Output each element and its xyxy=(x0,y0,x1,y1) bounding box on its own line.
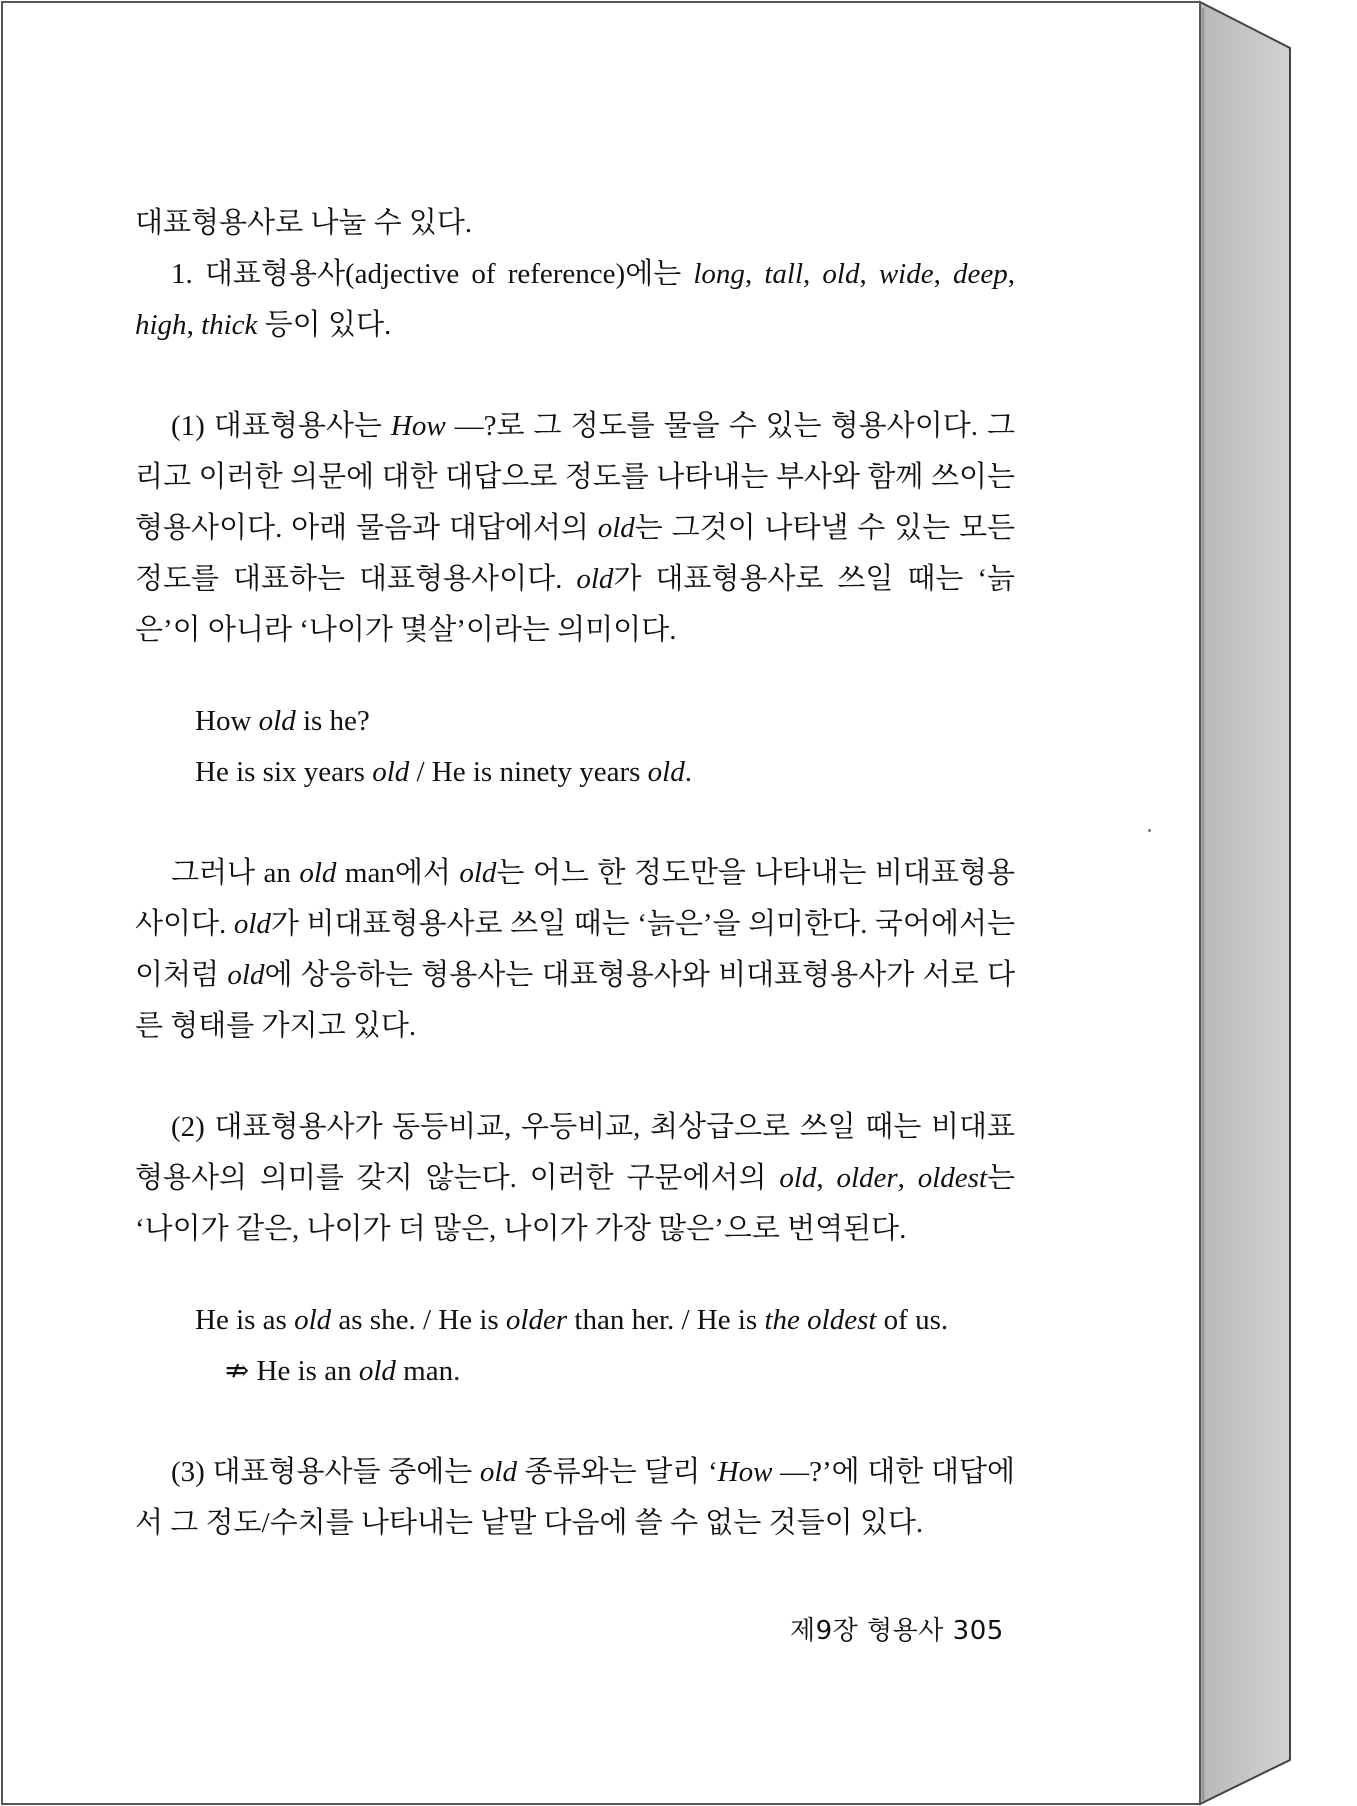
text-run: ⇏ He is an xyxy=(225,1355,359,1387)
book-spine xyxy=(1200,2,1290,1804)
italic-term: tall xyxy=(764,258,803,290)
text-run: 그러나 an xyxy=(171,857,300,889)
paragraph-sub-2 xyxy=(135,1102,1015,1255)
text-run: 는 어느 한 정도만을 나타내는 비대표형용사이다. xyxy=(135,857,1015,940)
text-run: 종류와는 달리 ‘ xyxy=(516,1456,718,1488)
text-run: , xyxy=(1007,258,1016,290)
italic-term: old xyxy=(294,1304,332,1336)
italic-term: old xyxy=(258,705,296,737)
italic-term: old xyxy=(597,512,635,544)
text-run: 1. 대표형용사(adjective of reference)에는 xyxy=(171,258,694,290)
text-run: (3) 대표형용사들 중에는 xyxy=(171,1456,480,1488)
example-line xyxy=(195,1295,1015,1346)
text-run: , xyxy=(744,258,765,290)
paragraph-item-1 xyxy=(135,249,1015,351)
text-run: (2) 대표형용사가 동등비교, 우등비교, 최상급으로 쓰일 때는 비대표형용사의 의미를 갖지 않는다. 이러한 구문에서의 xyxy=(135,1111,1015,1194)
italic-term: old xyxy=(299,857,337,889)
text-run: is he? xyxy=(295,705,370,737)
text-run: as she. / He is xyxy=(331,1304,506,1336)
italic-term: long xyxy=(693,258,745,290)
text-run: 는 ‘나이가 같은, 나이가 더 많은, 나이가 가장 많은’으로 번역된다. xyxy=(135,1162,1016,1245)
italic-term: the oldest xyxy=(764,1304,877,1336)
text-run: of us. xyxy=(876,1304,949,1336)
italic-term: older xyxy=(836,1162,898,1194)
text-run: man. xyxy=(395,1355,461,1387)
text-run: 등이 있다. xyxy=(257,309,392,341)
text-run: , xyxy=(859,258,879,290)
text-run: than her. / He is xyxy=(567,1304,765,1336)
chapter-label: 제9장 형용사 xyxy=(790,1616,944,1646)
italic-term: old xyxy=(358,1355,396,1387)
text-run: 가 대표형용사로 쓰일 때는 ‘늙은’이 아니라 ‘나이가 몇살’이라는 의미이다. xyxy=(135,563,1016,646)
text-run: 대표형용사로 나눌 수 있다. xyxy=(135,207,473,239)
text-run: , xyxy=(933,258,954,290)
italic-term: old xyxy=(779,1162,817,1194)
page-footer xyxy=(790,1610,1004,1647)
italic-term: old xyxy=(822,258,860,290)
text-run: How xyxy=(195,705,259,737)
italic-term: older xyxy=(505,1304,568,1336)
italic-term: How xyxy=(717,1456,773,1488)
page-body xyxy=(135,198,1015,1549)
example-line xyxy=(195,747,1015,798)
scan-speck xyxy=(1148,829,1151,832)
text-run: —?로 그 정도를 물을 수 있는 형용사이다. 그리고 이러한 의문에 대한 대답으로 정도를 나타내는 부사와 함께 쓰이는 형용사이다. 아래 물음과 대답에서의 xyxy=(135,410,1015,544)
page-number: 305 xyxy=(952,1616,1004,1646)
italic-term: old xyxy=(459,857,497,889)
text-run: , xyxy=(186,309,202,341)
italic-term: old xyxy=(479,1456,517,1488)
text-run: 는 그것이 나타낼 수 있는 모든 정도를 대표하는 대표형용사이다. xyxy=(135,512,1016,595)
text-run: 에 상응하는 형용사는 대표형용사와 비대표형용사가 서로 다른 형태를 가지고 있다. xyxy=(135,959,1015,1042)
italic-term: oldest xyxy=(917,1162,988,1194)
text-run: —?’에 대한 대답에서 그 정도/수치를 나타내는 낱말 다음에 쓸 수 없는 것들이 있다. xyxy=(135,1456,1015,1539)
text-run: , xyxy=(816,1162,837,1194)
text-run: , xyxy=(897,1162,918,1194)
paragraph-intro-end xyxy=(135,198,1015,249)
italic-term: thick xyxy=(201,309,258,341)
italic-term: old xyxy=(372,756,410,788)
text-run: / He is ninety years xyxy=(409,756,648,788)
example-line xyxy=(195,696,1015,747)
text-run: (1) 대표형용사는 xyxy=(171,410,391,442)
italic-term: old xyxy=(647,756,685,788)
text-run: 가 비대표형용사로 쓰일 때는 ‘늙은’을 의미한다. 국어에서는 이처럼 xyxy=(135,908,1015,991)
italic-term: old xyxy=(227,959,265,991)
italic-term: old xyxy=(233,908,271,940)
example-line xyxy=(225,1346,1015,1397)
text-run: man에서 xyxy=(336,857,460,889)
text-run: He is as xyxy=(195,1304,295,1336)
italic-term: wide xyxy=(878,258,934,290)
paragraph-sub-1 xyxy=(135,401,1015,656)
italic-term: old xyxy=(576,563,614,595)
text-run: , xyxy=(803,258,823,290)
paragraph-sub-3 xyxy=(135,1447,1015,1549)
paragraph-contrast xyxy=(135,848,1015,1052)
italic-term: How xyxy=(390,410,446,442)
text-run: . xyxy=(684,756,692,788)
italic-term: deep xyxy=(953,258,1008,290)
italic-term: high xyxy=(135,309,187,341)
text-run: He is six years xyxy=(195,756,373,788)
